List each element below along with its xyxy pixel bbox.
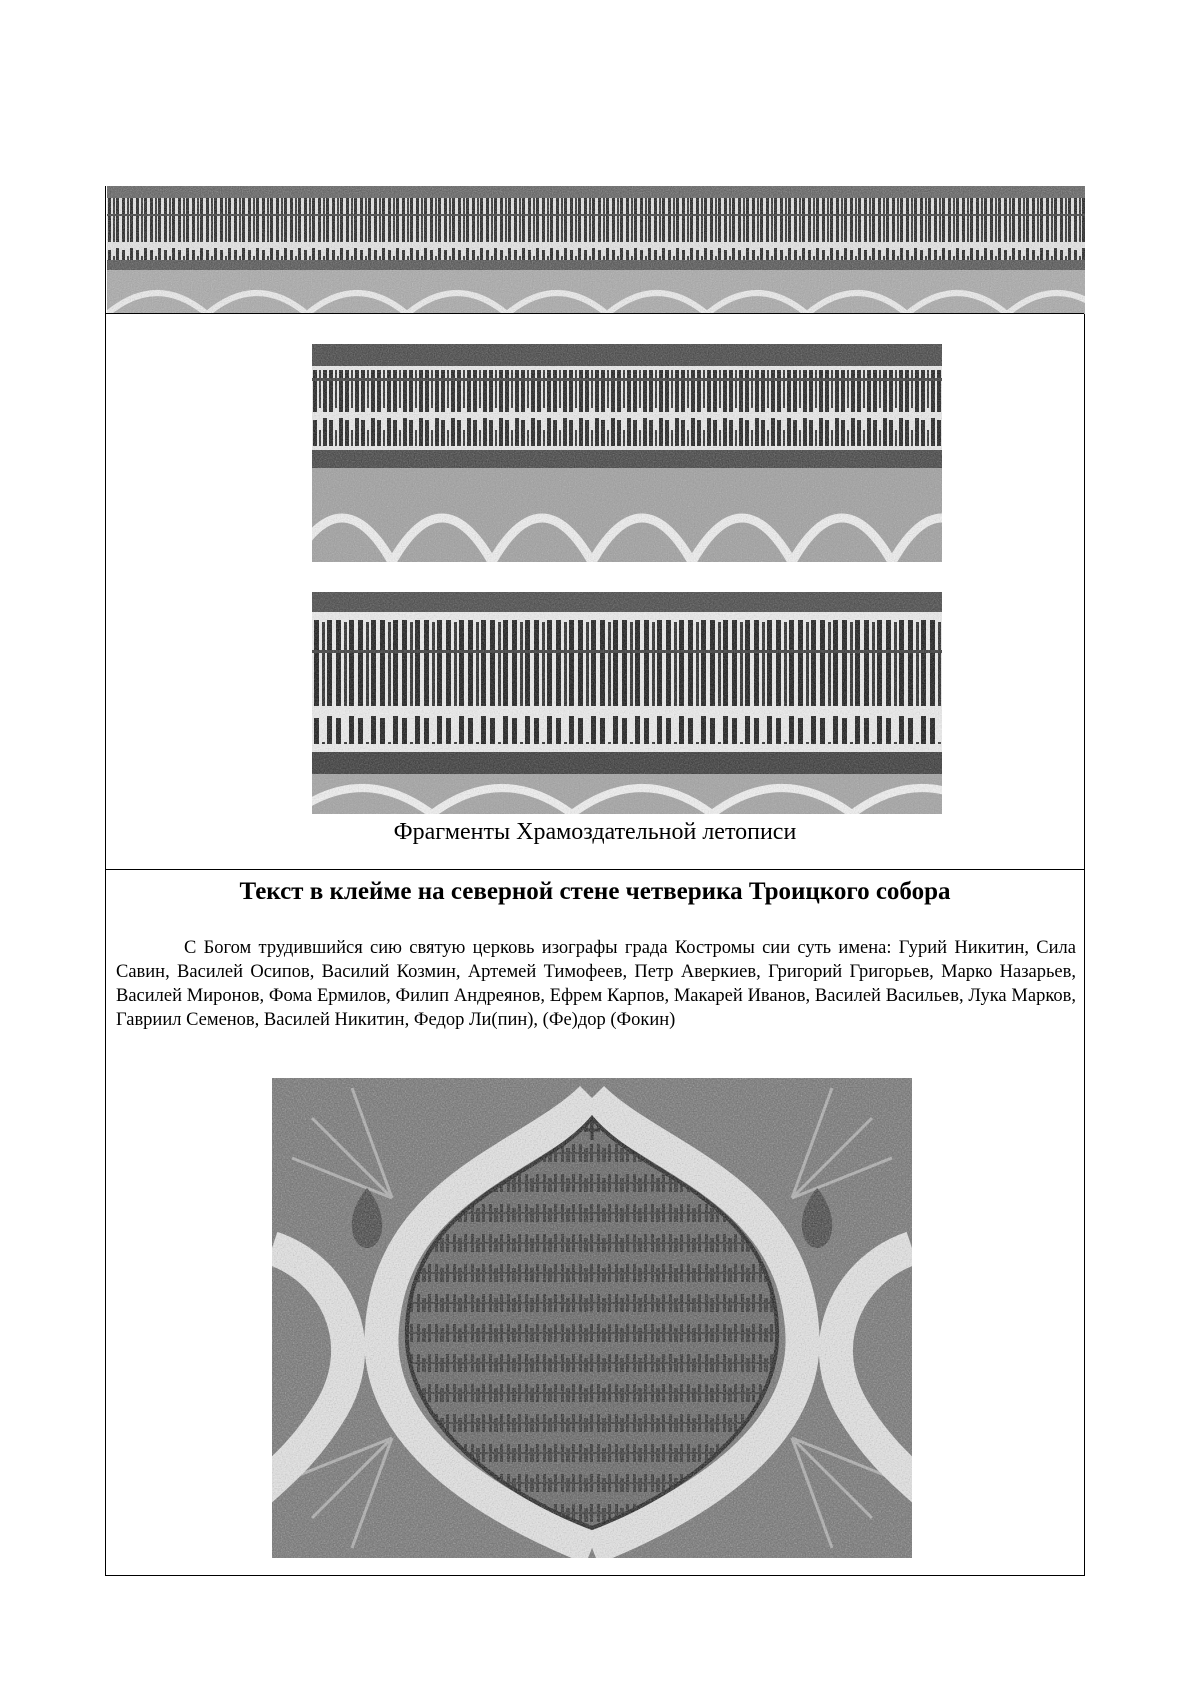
fragments-caption: Фрагменты Храмоздательной летописи bbox=[393, 819, 797, 845]
frieze-inscription-photo bbox=[107, 186, 1085, 314]
kleimo-inscription-photo bbox=[272, 1078, 912, 1558]
section-heading: Текст в клейме на северной стене четверика Троицкого собора bbox=[239, 878, 951, 905]
chronicle-fragment-photo-1 bbox=[312, 344, 942, 562]
inscription-transcription: С Богом трудившийся сию святую церковь изографы града Костромы сии суть имена: Гурий Никитин, Сила Савин, Василей Осипов, Василий Козмин, Артемей Тимофеев, Петр Аверкиев, Григорий Григорьев, Марко Назарьев, Василей Миронов, Фома Ермилов, Филип Андреянов, Ефрем Карпов, Макарей Иванов, Василей Васильев, Лука Марков, Гавриил Семенов, Василей Никитин, Федор Ли(пин), (Фе)дор (Фокин) bbox=[116, 938, 1076, 1030]
chronicle-fragment-photo-2 bbox=[312, 592, 942, 814]
section-divider bbox=[106, 313, 1084, 314]
section-divider bbox=[106, 869, 1084, 870]
